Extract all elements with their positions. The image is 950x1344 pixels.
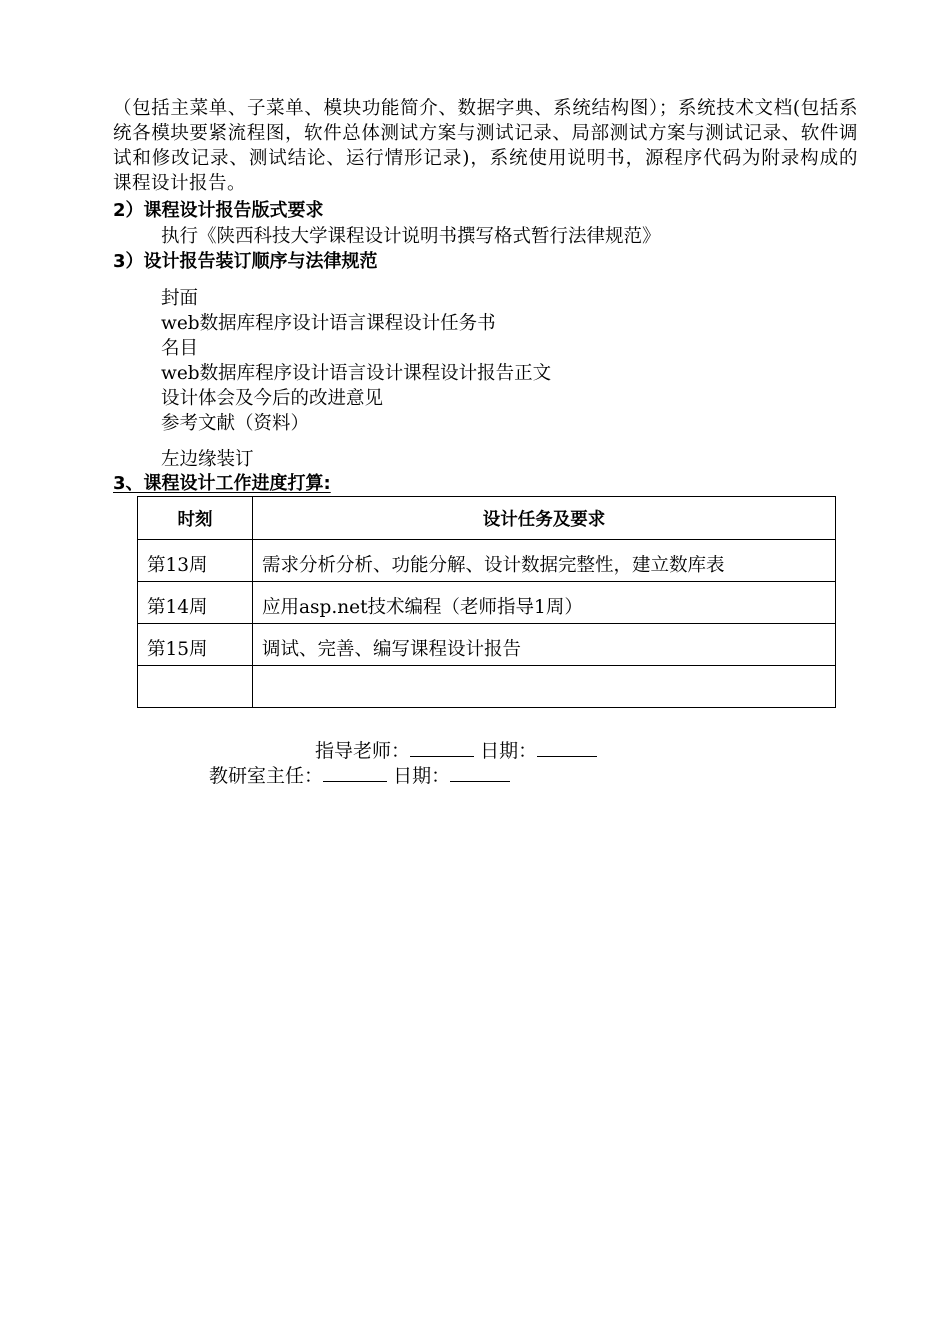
advisor-signature-line [315,738,597,764]
section3-heading: 3）设计报告装订顺序与法律规范 [113,251,378,272]
section2-heading: 2）课程设计报告版式要求 [113,200,324,221]
director-date-label: 日期： [393,765,451,787]
cell-task: 应用asp.net技术编程（老师指导1周） [253,582,836,624]
cell-time: 第15周 [138,624,253,666]
schedule-heading [113,472,345,496]
binding-order-item: 设计体会及今后的改进意见 [161,388,384,409]
cell-time: 第14周 [138,582,253,624]
column-header-task: 设计任务及要求 [253,497,836,540]
director-name-blank [323,763,387,782]
table-row [138,666,836,708]
binding-order-item: 参考文献（资料） [161,413,310,434]
table-row [138,624,836,666]
advisor-name-blank [410,738,474,757]
column-header-time: 时刻 [138,497,253,540]
advisor-date-label: 日期： [480,740,538,762]
director-label: 教研室主任： [209,765,324,787]
schedule-heading-text: 3、课程设计工作进度打算: [113,473,331,494]
binding-note: 左边缘装订 [161,449,254,470]
table-header-row [138,497,836,540]
cell-time: 第13周 [138,540,253,582]
cell-task [253,666,836,708]
director-signature-line [209,763,510,789]
binding-order-item: web数据库程序设计语言课程设计任务书 [161,313,496,334]
binding-order-item: 名目 [161,338,199,359]
table-row [138,540,836,582]
binding-order-item: 封面 [161,288,199,309]
binding-order-item: web数据库程序设计语言设计课程设计报告正文 [161,363,552,384]
schedule-table [137,496,836,708]
advisor-label: 指导老师： [315,740,411,762]
table-row [138,582,836,624]
cell-task: 需求分析分析、功能分解、设计数据完整性，建立数库表 [253,540,836,582]
director-date-blank [450,763,510,782]
section2-content: 执行《陕西科技大学课程设计说明书撰写格式暂行法律规范》 [161,226,661,247]
intro-paragraph: （包括主菜单、子菜单、模块功能简介、数据字典、系统结构图）；系统技术文档(包括系统各模块要紧流程图，软件总体测试方案与测试记录、局部测试方案与测试记录、软件调试和修改记录、测试结论、运行情形记录)，系统使用说明书，源程序代码为附录构成的课程设计报告。 [113,98,858,194]
cell-time [138,666,253,708]
cell-task: 调试、完善、编写课程设计报告 [253,624,836,666]
advisor-date-blank [537,738,597,757]
